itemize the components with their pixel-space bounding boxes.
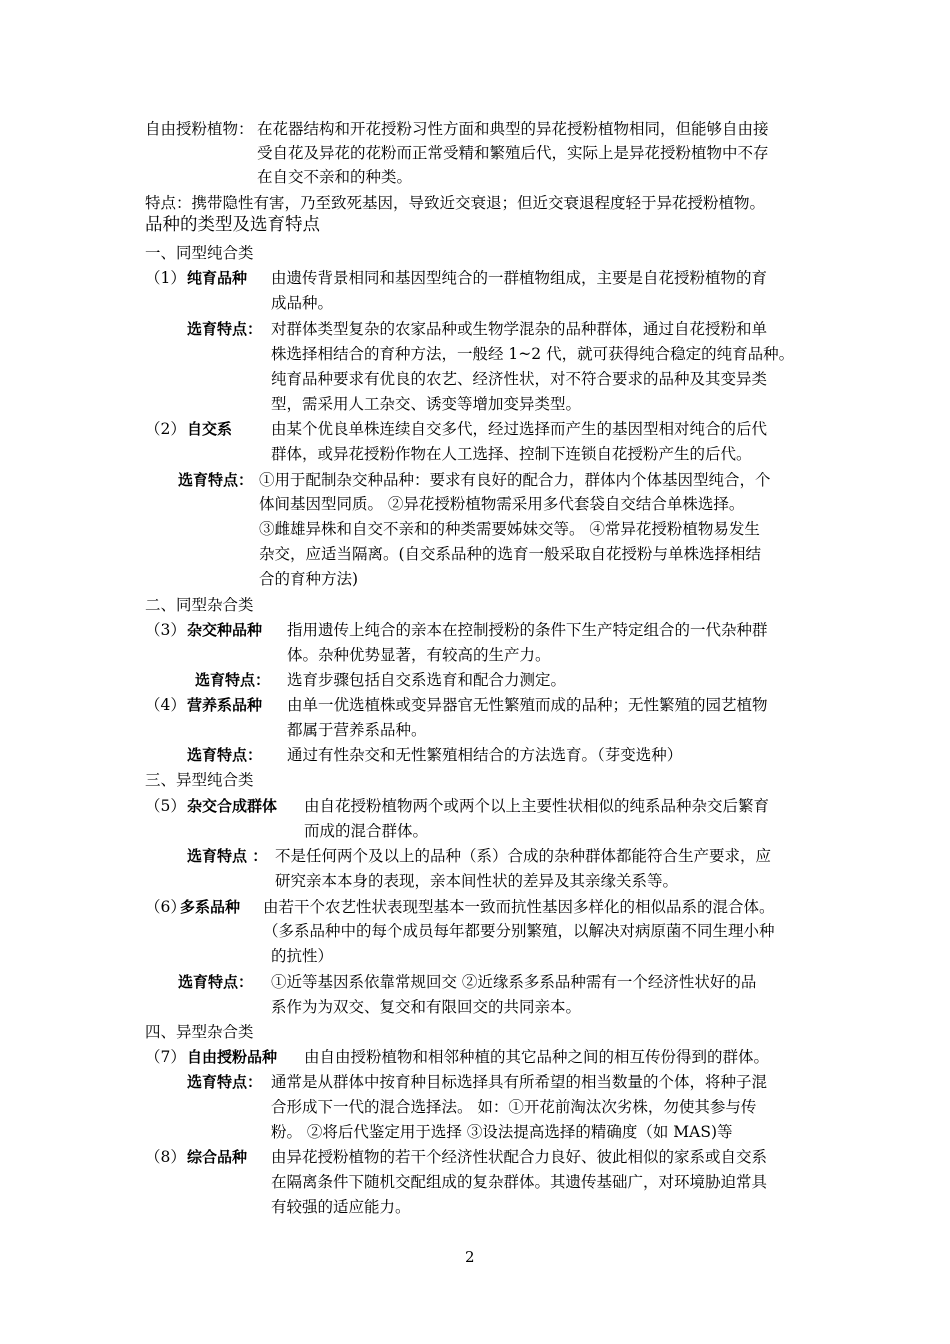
item-1-feat-label: 选育特点： (187, 320, 263, 338)
item-2-feat-2: 体间基因型同质。 ②异花授粉植物需采用多代套袋自交结合单株选择。 (259, 495, 745, 513)
item-6-feat-1: ①近等基因系依靠常规回交 ②近缘系多系品种需有一个经济性状好的品 (271, 973, 757, 991)
item-2-feat-1: ①用于配制杂交种品种：要求有良好的配合力，群体内个体基因型纯合，个 (259, 471, 771, 489)
item-1-feat-4: 型，需采用人工杂交、诱变等增加变异类型。 (271, 395, 582, 413)
item-2-feat-label: 选育特点： (178, 471, 254, 489)
item-5-feat-1: 不是任何两个及以上的品种（系）合成的杂种群体都能符合生产要求，应 (275, 847, 772, 865)
item-4-feat-label: 选育特点： (187, 746, 263, 764)
item-5-name: 杂交合成群体 (187, 797, 278, 815)
item-6-feat-2: 系作为为双交、复交和有限回交的共同亲本。 (271, 998, 582, 1016)
intro-def-line-3: 在自交不亲和的种类。 (257, 168, 413, 186)
item-4-name: 营养系品种 (187, 696, 263, 714)
item-3-feat-label: 选育特点： (195, 671, 271, 689)
item-7-feat-2: 合形成下一代的混合选择法。 如：①开花前淘汰次劣株，勿使其参与传 (271, 1098, 757, 1116)
item-5-num: （5） (145, 797, 186, 815)
item-1-feat-3: 纯育品种要求有优良的农艺、经济性状，对不符合要求的品种及其变异类 (271, 370, 768, 388)
item-4-def-2: 都属于营养系品种。 (287, 721, 427, 739)
item-3-feat-1: 选育步骤包括自交系选育和配合力测定。 (287, 671, 567, 689)
item-4-def-1: 由单一优选植株或变异器官无性繁殖而成的品种；无性繁殖的园艺植物 (287, 696, 768, 714)
item-6-def-3: 的抗性） (271, 947, 334, 965)
group-heading-3: 三、异型纯合类 (145, 771, 254, 789)
item-8-name: 综合品种 (187, 1148, 248, 1166)
item-1-def-2: 成品种。 (271, 294, 334, 312)
item-2-feat-4: 杂交，应适当隔离。(自交系品种的选育一般采取自花授粉与单株选择相结 (259, 545, 762, 563)
item-6-feat-label: 选育特点： (178, 973, 254, 991)
intro-def-line-1: 在花器结构和开花授粉习性方面和典型的异花授粉植物相同，但能够自由接 (257, 120, 769, 138)
section-title: 品种的类型及选育特点 (145, 215, 320, 235)
item-2-feat-5: 合的育种方法) (259, 570, 359, 588)
item-2-num: （2） (145, 420, 186, 438)
item-7-feat-1: 通常是从群体中按育种目标选择具有所希望的相当数量的个体，将种子混 (271, 1073, 768, 1091)
item-7-def-1: 由自由授粉植物和相邻种植的其它品种之间的相互传份得到的群体。 (304, 1048, 770, 1066)
item-5-def-2: 而成的混合群体。 (304, 822, 429, 840)
item-5-feat-2: 研究亲本本身的表现，亲本间性状的差异及其亲缘关系等。 (275, 872, 679, 890)
item-2-name: 自交系 (187, 420, 233, 438)
item-3-name: 杂交种品种 (187, 621, 263, 639)
item-1-num: （1） (145, 269, 186, 287)
item-6-name: 多系品种 (180, 898, 241, 916)
item-6-num: （6） (145, 898, 186, 916)
item-2-feat-3: ③雌雄异株和自交不亲和的种类需要姊妹交等。 ④常异花授粉植物易发生 (259, 520, 760, 538)
item-7-feat-label: 选育特点： (187, 1073, 263, 1091)
item-3-num: （3） (145, 621, 186, 639)
item-5-def-1: 由自花授粉植物两个或两个以上主要性状相似的纯系品种杂交后繁育 (304, 797, 770, 815)
item-7-name: 自由授粉品种 (187, 1048, 278, 1066)
item-8-def-2: 在隔离条件下随机交配组成的复杂群体。其遗传基础广，对环境胁迫常具 (271, 1173, 768, 1191)
item-4-num: （4） (145, 696, 186, 714)
group-heading-1: 一、同型纯合类 (145, 244, 254, 262)
group-heading-2: 二、同型杂合类 (145, 596, 254, 614)
item-1-feat-1: 对群体类型复杂的农家品种或生物学混杂的品种群体，通过自花授粉和单 (271, 320, 768, 338)
item-8-def-3: 有较强的适应能力。 (271, 1198, 411, 1216)
item-3-def-2: 体。杂种优势显著，有较高的生产力。 (287, 646, 551, 664)
item-6-def-1: 由若干个农艺性状表现型基本一致而抗性基因多样化的相似品系的混合体。 (263, 898, 775, 916)
item-3-def-1: 指用遗传上纯合的亲本在控制授粉的条件下生产特定组合的一代杂种群 (287, 621, 768, 639)
intro-def-line-2: 受自花及异花的花粉而正常受精和繁殖后代，实际上是异花授粉植物中不存 (257, 144, 769, 162)
intro-feature: 特点：携带隐性有害，乃至致死基因，导致近交衰退；但近交衰退程度轻于异花授粉植物。 (145, 194, 766, 212)
item-7-feat-3: 粉。 ②将后代鉴定用于选择 ③设法提高选择的精确度（如 MAS)等 (271, 1123, 733, 1141)
item-5-feat-label: 选育特点 ： (187, 847, 268, 865)
item-2-def-1: 由某个优良单株连续自交多代，经过选择而产生的基因型相对纯合的后代 (271, 420, 768, 438)
item-1-name: 纯育品种 (187, 269, 248, 287)
item-2-def-2: 群体，或异花授粉作物在人工选择、控制下连锁自花授粉产生的后代。 (271, 445, 752, 463)
item-1-feat-2: 株选择相结合的育种方法，一般经 1~2 代，就可获得纯合稳定的纯育品种。 (271, 345, 795, 363)
page-number: 2 (465, 1248, 475, 1266)
intro-term: 自由授粉植物： (145, 120, 254, 138)
item-4-feat-1: 通过有性杂交和无性繁殖相结合的方法选育。（芽变选种） (287, 746, 683, 764)
item-8-def-1: 由异花授粉植物的若干个经济性状配合力良好、彼此相似的家系或自交系 (271, 1148, 768, 1166)
item-1-def-1: 由遗传背景相同和基因型纯合的一群植物组成，主要是自花授粉植物的育 (271, 269, 768, 287)
item-7-num: （7） (145, 1048, 186, 1066)
group-heading-4: 四、异型杂合类 (145, 1023, 254, 1041)
item-8-num: （8） (145, 1148, 186, 1166)
item-6-def-2: （多系品种中的每个成员每年都要分别繁殖，以解决对病原菌不同生理小种 (263, 922, 775, 940)
